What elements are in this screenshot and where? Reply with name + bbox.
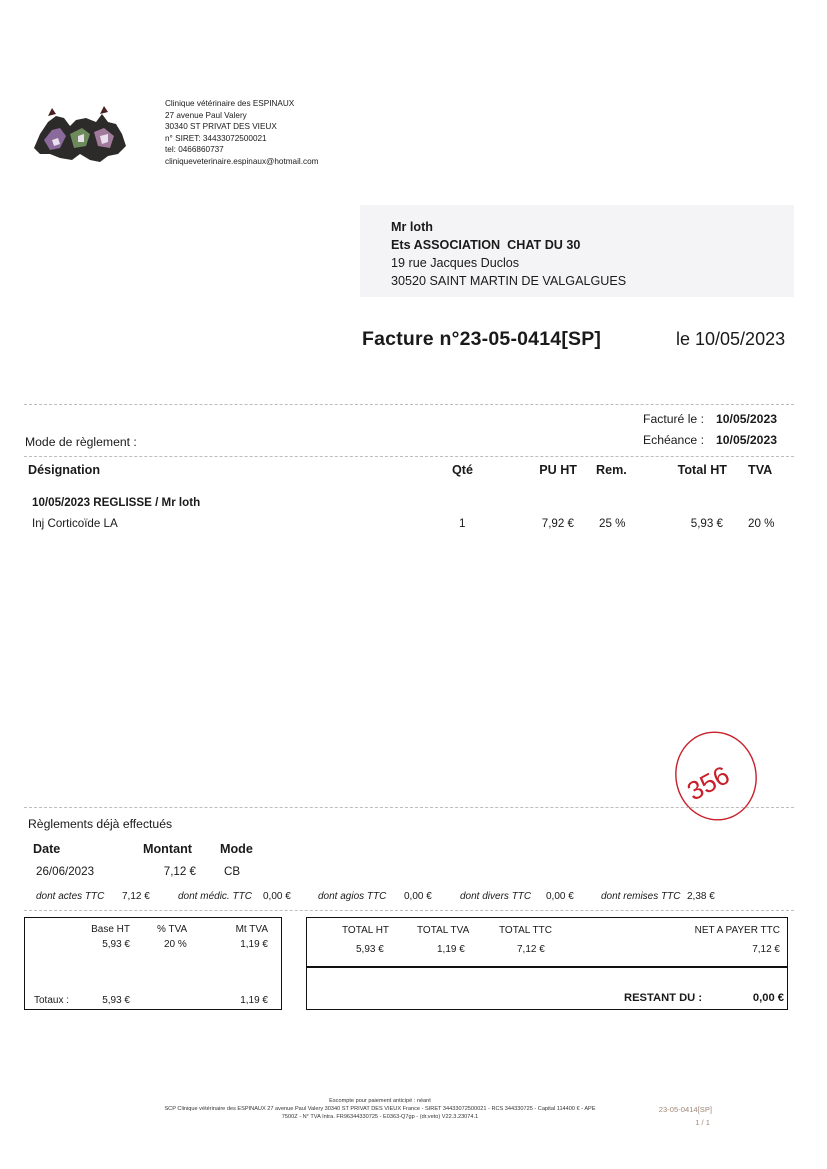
vat-totals-base: 5,93 € bbox=[102, 995, 130, 1006]
col-qty: Qté bbox=[452, 463, 473, 477]
breakdown-agios-label: dont agios TTC bbox=[318, 891, 387, 902]
totals-ttc: 7,12 € bbox=[517, 944, 545, 955]
stamp-number: 356 bbox=[682, 759, 735, 807]
clinic-siret: n° SIRET: 34433072500021 bbox=[165, 133, 267, 143]
totals-col-ht: TOTAL HT bbox=[342, 925, 390, 936]
recipient-city: 30520 SAINT MARTIN DE VALGALGUES bbox=[391, 274, 627, 288]
line-qty: 1 bbox=[459, 517, 466, 530]
totals-col-net: NET A PAYER TTC bbox=[694, 925, 780, 936]
footer-legal: SCP Clinique vétérinaire des ESPINAUX 27 avenue Paul Valery 30340 ST PRIVAT DES VIEUX France - SIRET 34433072500021 - RCS 344330725 - Capital 114400 € - APE bbox=[164, 1106, 596, 1112]
vat-totals-amount: 1,19 € bbox=[240, 995, 268, 1006]
clinic-name: Clinique vétérinaire des ESPINAUX bbox=[165, 99, 295, 108]
vat-col-base: Base HT bbox=[91, 924, 130, 935]
breakdown-misc-label: dont divers TTC bbox=[460, 891, 532, 902]
footer-discount: Escompte pour paiement anticipé : néant bbox=[329, 1098, 431, 1104]
recipient-address bbox=[391, 218, 626, 290]
recipient-name: Mr loth bbox=[391, 220, 433, 234]
vat-base: 5,93 € bbox=[102, 939, 130, 950]
col-rem: Rem. bbox=[596, 463, 627, 477]
invoice-date: le 10/05/2023 bbox=[676, 329, 786, 349]
footer bbox=[100, 1097, 660, 1121]
footer-vat: 7500Z - N° TVA Intra. FR96344330725 - E0363-Q7gp - (dr.veto) V22.3.23074.1 bbox=[281, 1114, 479, 1120]
line-total-ht: 5,93 € bbox=[690, 517, 723, 530]
clinic-address1: 27 avenue Paul Valery bbox=[165, 110, 247, 120]
billed-value: 10/05/2023 bbox=[716, 412, 777, 426]
footer-ref: 23-05-0414[SP] bbox=[658, 1105, 712, 1114]
breakdown-med-value: 0,00 € bbox=[263, 891, 291, 902]
payments-col-amount: Montant bbox=[143, 842, 192, 856]
payments-col-date: Date bbox=[33, 842, 61, 856]
payments-col-mode: Mode bbox=[220, 842, 253, 856]
breakdown-acts-label: dont actes TTC bbox=[36, 891, 105, 902]
billed-label: Facturé le : bbox=[643, 412, 704, 426]
line-pu-ht: 7,92 € bbox=[541, 517, 574, 530]
recipient-street: 19 rue Jacques Duclos bbox=[391, 256, 520, 270]
breakdown-discount-value: 2,38 € bbox=[687, 891, 715, 902]
clinic-address bbox=[165, 98, 319, 168]
totals-ht: 5,93 € bbox=[356, 944, 384, 955]
col-total-ht: Total HT bbox=[677, 463, 727, 477]
remaining-label: RESTANT DU : bbox=[624, 992, 703, 1004]
divider bbox=[24, 404, 794, 405]
clinic-email: cliniqueveterinaire.espinaux@hotmail.com bbox=[165, 156, 319, 166]
line-designation: Inj Corticoïde LA bbox=[32, 517, 118, 530]
vat-totals-label: Totaux : bbox=[34, 995, 70, 1006]
due-value: 10/05/2023 bbox=[716, 433, 777, 447]
line-tva: 20 % bbox=[748, 517, 775, 530]
divider bbox=[24, 910, 794, 911]
due-label: Echéance : bbox=[643, 433, 704, 447]
divider bbox=[24, 456, 794, 457]
vat-col-amount: Mt TVA bbox=[235, 924, 268, 935]
vat-rate: 20 % bbox=[164, 939, 187, 950]
footer-page: 1 / 1 bbox=[695, 1118, 710, 1127]
vat-amount: 1,19 € bbox=[240, 939, 268, 950]
clinic-address2: 30340 ST PRIVAT DES VIEUX bbox=[165, 122, 277, 132]
remaining-box bbox=[306, 967, 788, 1010]
col-tva: TVA bbox=[748, 463, 773, 477]
col-pu-ht: PU HT bbox=[539, 463, 577, 477]
remaining-value: 0,00 € bbox=[752, 992, 784, 1004]
invoice-title: Facture n°23-05-0414[SP] bbox=[362, 328, 602, 350]
line-rem: 25 % bbox=[599, 517, 626, 530]
clinic-phone: tel: 0466860737 bbox=[165, 145, 224, 155]
divider bbox=[24, 807, 794, 808]
totals-col-tva: TOTAL TVA bbox=[417, 925, 470, 936]
payments-title: Règlements déjà effectués bbox=[28, 817, 173, 831]
breakdown-misc-value: 0,00 € bbox=[546, 891, 574, 902]
payment-date: 26/06/2023 bbox=[36, 865, 95, 878]
breakdown-discount-label: dont remises TTC bbox=[601, 891, 681, 902]
vat-col-rate: % TVA bbox=[157, 924, 188, 935]
breakdown-acts-value: 7,12 € bbox=[122, 891, 150, 902]
handwritten-stamp bbox=[672, 728, 762, 824]
payment-mode: CB bbox=[224, 865, 241, 878]
totals-col-ttc: TOTAL TTC bbox=[499, 925, 552, 936]
recipient-company: Ets ASSOCIATION CHAT DU 30 bbox=[391, 238, 581, 252]
breakdown-med-label: dont médic. TTC bbox=[178, 891, 252, 902]
col-designation: Désignation bbox=[28, 463, 101, 477]
payment-mode-label: Mode de règlement : bbox=[25, 435, 137, 449]
totals-net: 7,12 € bbox=[752, 944, 780, 955]
breakdown-agios-value: 0,00 € bbox=[404, 891, 432, 902]
payment-amount: 7,12 € bbox=[163, 865, 196, 878]
clinic-logo bbox=[30, 104, 130, 166]
line-group-title: 10/05/2023 REGLISSE / Mr loth bbox=[32, 496, 201, 509]
totals-tva: 1,19 € bbox=[437, 944, 465, 955]
